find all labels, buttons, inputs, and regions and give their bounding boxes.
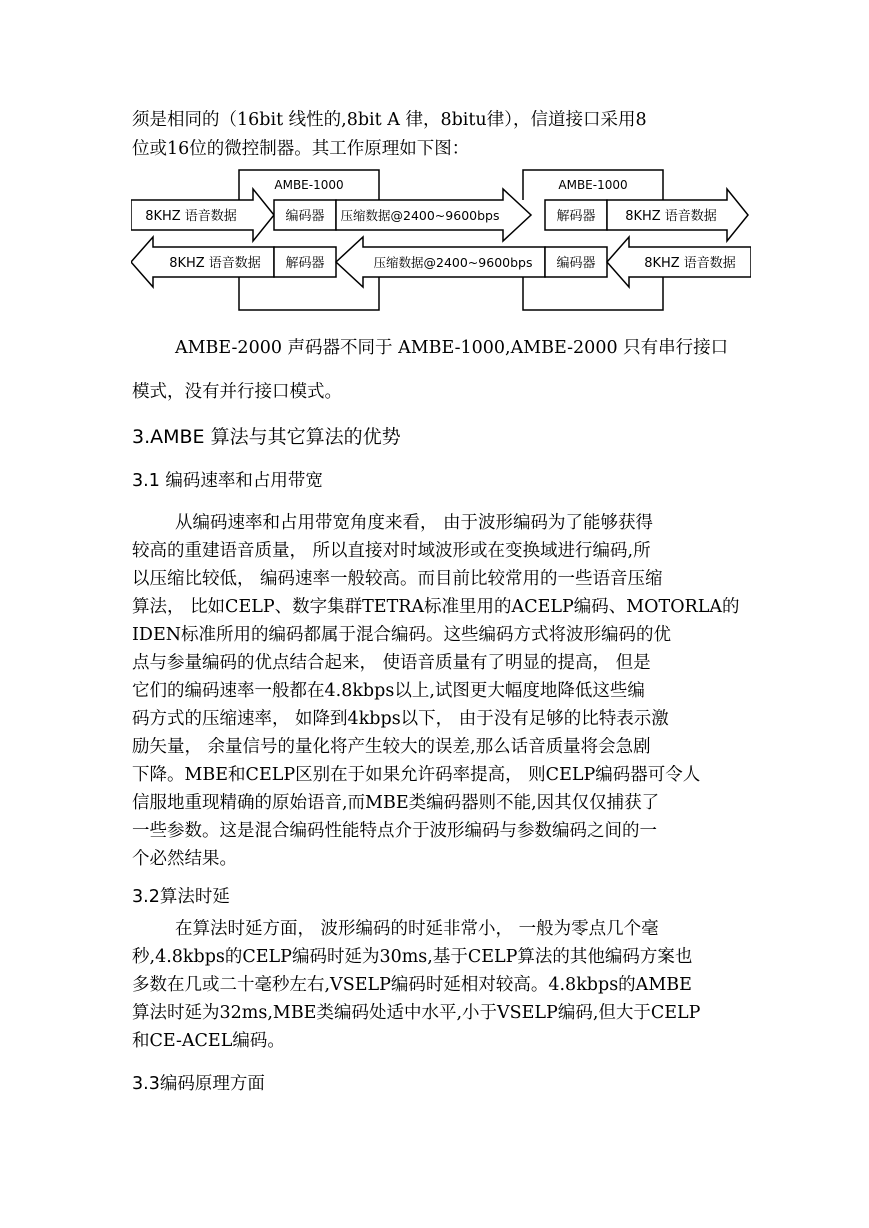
section-3-3-heading: 3.3编码原理方面	[132, 1074, 265, 1094]
intro-line-2: 位或16位的微控制器。其工作原理如下图：	[132, 139, 470, 159]
bottom-decoder-label: 解码器	[285, 256, 325, 271]
intro-line-1: 须是相同的（16bit 线性的,8bit A 律，8bitu律），信道接口采用8	[132, 110, 647, 130]
ambe2000-line-1: AMBE-2000 声码器不同于 AMBE-1000,AMBE-2000 只有串行接口	[175, 338, 729, 358]
section-3-heading: 3.AMBE 算法与其它算法的优势	[132, 426, 401, 448]
section-3-1-heading: 3.1 编码速率和占用带宽	[132, 471, 323, 491]
top-encoder-label: 编码器	[285, 209, 325, 224]
top-left-arrow-label: 8KHZ 语音数据	[145, 209, 237, 224]
s31-line: 信服地重现精确的原始语音,而MBE类编码器则不能,因其仅仅捕获了	[132, 793, 660, 813]
s31-line: 从编码速率和占用带宽角度来看， 由于波形编码为了能够获得	[175, 513, 654, 533]
s32-line: 算法时延为32ms,MBE类编码处适中水平,小于VSELP编码,但大于CELP	[132, 1003, 701, 1023]
s31-line: 码方式的压缩速率， 如降到4kbps以下， 由于没有足够的比特表示激	[132, 709, 669, 729]
s31-line: 点与参量编码的优点结合起来， 使语音质量有了明显的提高， 但是	[132, 653, 651, 673]
left-chip-title: AMBE-1000	[274, 178, 344, 192]
bottom-left-arrow-label: 8KHZ 语音数据	[169, 256, 261, 271]
bottom-right-arrow-label: 8KHZ 语音数据	[644, 256, 736, 271]
s31-line: 励矢量， 余量信号的量化将产生较大的误差,那么话音质量将会急剧	[132, 737, 651, 757]
s32-line: 多数在几或二十毫秒左右,VSELP编码时延相对较高。4.8kbps的AMBE	[132, 975, 692, 995]
codec-block-diagram	[131, 167, 751, 315]
top-middle-arrow-label: 压缩数据@2400~9600bps	[340, 208, 500, 223]
s31-line: 下降。MBE和CELP区别在于如果允许码率提高， 则CELP编码器可令人	[132, 765, 701, 785]
s31-line: 一些参数。这是混合编码性能特点介于波形编码与参数编码之间的一	[132, 821, 657, 841]
section-3-2-heading: 3.2算法时延	[132, 887, 230, 907]
s32-line: 和CE-ACEL编码。	[132, 1031, 285, 1051]
bottom-encoder-label: 编码器	[556, 256, 596, 271]
s31-line: 它们的编码速率一般都在4.8kbps以上,试图更大幅度地降低这些编	[132, 681, 645, 701]
right-chip-lower-body	[523, 277, 663, 310]
s31-line: 个必然结果。	[132, 849, 237, 869]
top-right-arrow-label: 8KHZ 语音数据	[625, 209, 717, 224]
s31-line: 较高的重建语音质量， 所以直接对时域波形或在变换域进行编码,所	[132, 541, 651, 561]
right-chip-title: AMBE-1000	[558, 178, 628, 192]
s31-line: IDEN标准所用的编码都属于混合编码。这些编码方式将波形编码的优	[132, 625, 672, 645]
s32-line: 在算法时延方面， 波形编码的时延非常小， 一般为零点几个毫	[175, 919, 659, 939]
s31-line: 以压缩比较低， 编码速率一般较高。而目前比较常用的一些语音压缩	[132, 569, 663, 589]
top-decoder-label: 解码器	[556, 209, 596, 224]
s31-line: 算法， 比如CELP、数字集群TETRA标准里用的ACELP编码、MOTORLA的	[132, 597, 740, 617]
s32-line: 秒,4.8kbps的CELP编码时延为30ms,基于CELP算法的其他编码方案也	[132, 947, 693, 967]
ambe2000-line-2: 模式，没有并行接口模式。	[132, 382, 342, 402]
bottom-middle-arrow-label: 压缩数据@2400~9600bps	[373, 255, 533, 270]
